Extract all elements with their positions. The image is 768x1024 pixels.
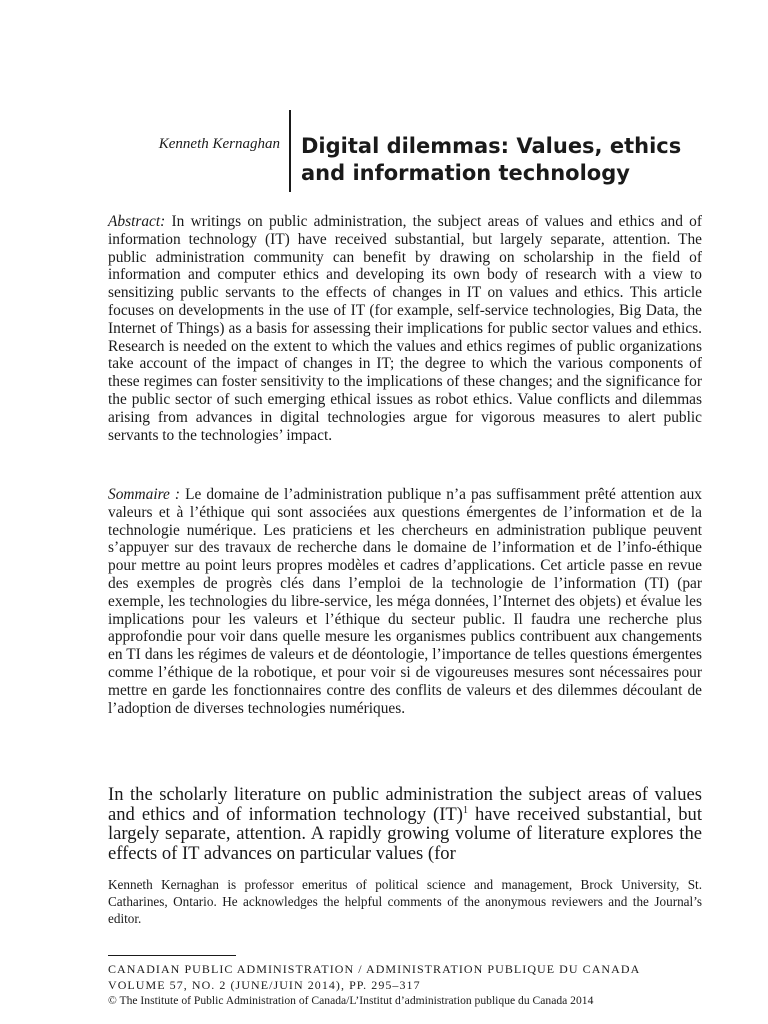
abstract-paragraph xyxy=(108,213,702,444)
sommaire-label: Sommaire : xyxy=(108,486,181,503)
intro-paragraph xyxy=(108,785,702,863)
footer-divider xyxy=(108,955,236,956)
author-name: Kenneth Kernaghan xyxy=(158,136,280,152)
intro-text-after-note: have received substantial, but largely separate, attention. A rapidly growing volume of literature explores the effects of IT advances on particular values (for xyxy=(108,803,702,864)
title-divider xyxy=(289,110,291,192)
article-title: Digital dilemmas: Values, ethics and information technology xyxy=(301,134,682,185)
footer-copyright: © The Institute of Public Administration of Canada/L’Institut d’administration publique du Canada 2014 xyxy=(108,994,594,1007)
abstract-label: Abstract: xyxy=(108,213,166,230)
footer-journal-name: CANADIAN PUBLIC ADMINISTRATION / ADMINISTRATION PUBLIQUE DU CANADA xyxy=(108,962,641,976)
sommaire-text: Le domaine de l’administration publique n’a pas suffisamment prêté attention aux valeurs et à l’éthique qui sont associées aux questions émergentes de l’information et de la technologie numérique. Les praticiens et les chercheurs en administration publique peuvent s’appuyer sur des travaux de recherche dans le domaine de l’information et de l’info-éthique pour mettre au point leurs propres modèles et cadres d’applications. Cet article passe en revue des exemples de progrès clés dans l’emploi de la technologie de l’information (TI) (par exemple, les technologies du libre-service, les méga données, l’Internet des objets) et évalue les implications pour les valeurs et l’éthique du secteur public. Il faudra une recherche plus approfondie pour voir dans quelle mesure les organismes publics contribuent aux changements en TI dans les régimes de valeurs et de déontologie, l’importance de telles questions émergentes comme l’éthique de la robotique, et pour voir si de vigoureuses mesures sont nécessaires pour mettre en garde les fonctionnaires contre des conflits de valeurs et des dilemmes découlant de l’adoption de diverses technologies numériques. xyxy=(108,486,702,717)
author-note: Kenneth Kernaghan is professor emeritus of political science and management, Brock University, St. Catharines, Ontario. He acknowledges the helpful comments of the anonymous reviewers and the Journal’s editor. xyxy=(108,877,702,926)
footnote-marker[interactable]: 1 xyxy=(462,804,468,816)
page-footer xyxy=(108,962,708,1009)
abstract-text: In writings on public administration, the subject areas of values and ethics and of information technology (IT) have received substantial, but largely separate, attention. The public administration community can benefit by drawing on scholarship in the field of information and computer ethics and developing its own body of research with a view to sensitizing public servants to the effects of changes in IT on values and ethics. This article focuses on developments in the use of IT (for example, self-service technologies, Big Data, the Internet of Things) as a basis for assessing their implications for public sector values and ethics. Research is needed on the extent to which the values and ethics regimes of public organizations take account of the impact of changes in IT; the degree to which the various components of these regimes can foster sensitivity to the implications of these changes; and the significance for the public sector of such emerging ethical issues as robot ethics. Value conflicts and dilemmas arising from advances in digital technologies argue for vigorous measures to alert public servants to the technologies’ impact. xyxy=(108,213,702,444)
footer-volume-info: VOLUME 57, NO. 2 (JUNE/JUIN 2014), PP. 295–317 xyxy=(108,977,421,992)
intro-text-before-note: In the scholarly literature on public administration the subject areas of values and ethics and of information technology (IT) xyxy=(108,784,702,825)
sommaire-paragraph xyxy=(108,486,702,717)
